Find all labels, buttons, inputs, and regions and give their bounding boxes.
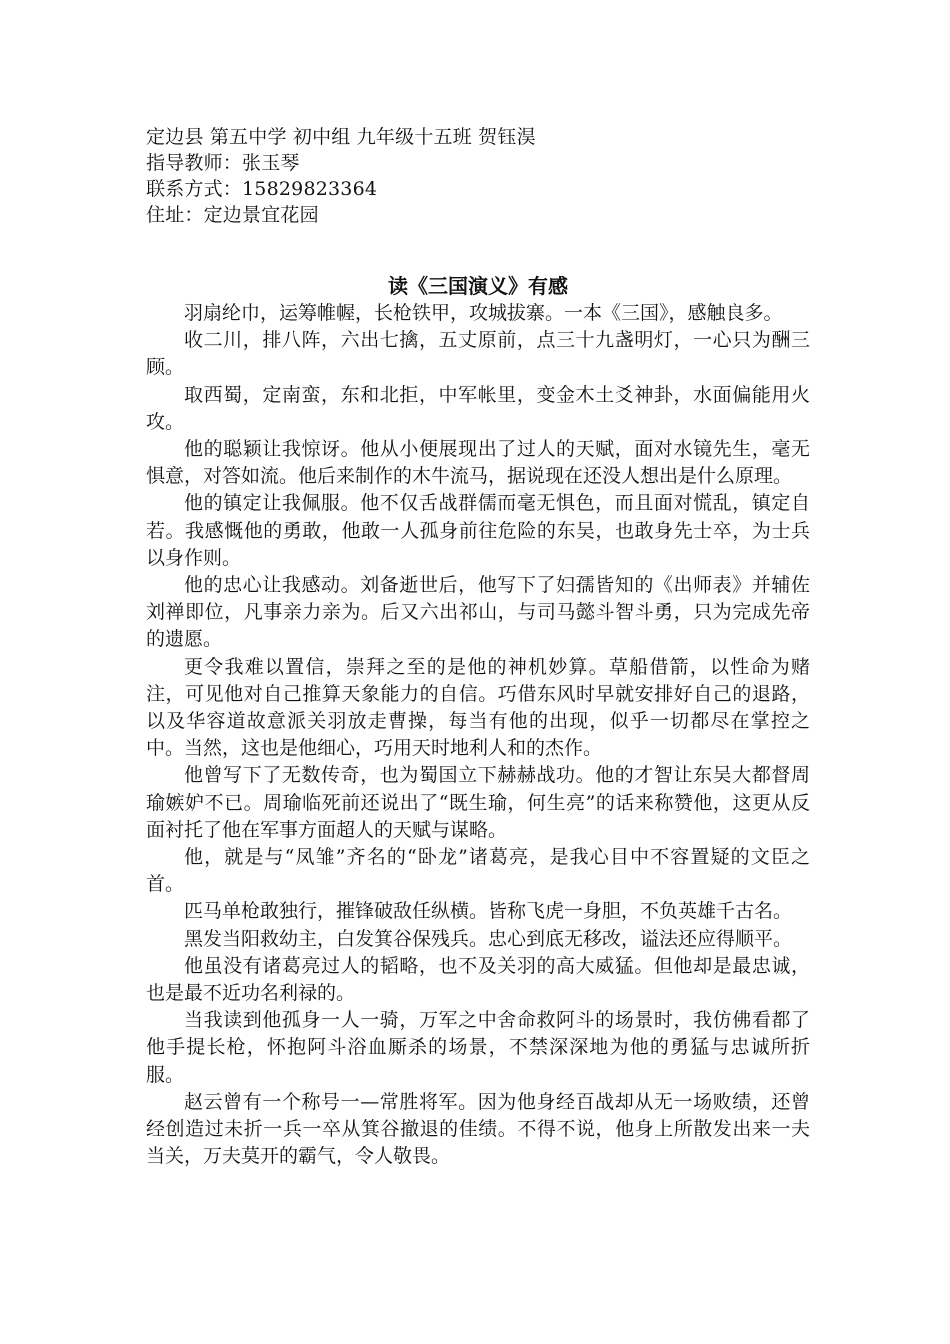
paragraph-9: 他，就是与“凤雏”齐名的“卧龙”诸葛亮，是我心目中不容置疑的文臣之首。 [146,846,810,896]
paragraph-8: 他曾写下了无数传奇，也为蜀国立下赫赫战功。他的才智让东吴大都督周瑜嫉妒不已。周瑜临死前还说出了“既生瑜，何生亮”的话来称赞他，这更从反面衬托了他在军事方面超人的天赋与谋略。 [146,764,810,841]
document-page [146,124,810,1171]
paragraph-1: 羽扇纶巾，运筹帷幄，长枪铁甲，攻城拔寨。一本《三国》，感触良多。 [184,302,783,324]
paragraph-11: 黑发当阳救幼主，白发箕谷保残兵。忠心到底无移改，谥法还应得顺平。 [184,927,793,950]
paragraph-7: 更令我难以置信，崇拜之至的是他的神机妙算。草船借箭，以性命为赌注，可见他对自己推算天象能力的自信。巧借东风时早就安排好自己的退路，以及华容道故意派关羽放走曹操，每当有他的出现，似乎一切都尽在掌控之中。当然，这也是他细心，巧用天时地利人和的杰作。 [146,655,810,760]
paragraph-13: 当我读到他孤身一人一骑，万军之中舍命救阿斗的场景时，我仿佛看都了他手提长枪，怀抱阿斗浴血厮杀的场景，不禁深深地为他的勇猛与忠诚所折服。 [146,1009,810,1086]
paragraph-12: 他虽没有诸葛亮过人的韬略，也不及关羽的高大威猛。但他却是最忠诚，也是最不近功名利禄的。 [146,954,810,1005]
contact-line: 联系方式：15829823364 [146,178,378,200]
teacher-line: 指导教师：张玉琴 [146,152,300,174]
paragraph-14: 赵云曾有一个称号一—常胜将军。因为他身经百战却从无一场败绩，还曾经创造过未折一兵一卒从箕谷撤退的佳绩。不得不说，他身上所散发出来一夫当关，万夫莫开的霸气，令人敬畏。 [146,1090,810,1168]
essay-title: 读《三国演义》有感 [388,274,568,298]
author-school-line: 定边县 第五中学 初中组 九年级十五班 贺钰淏 [146,126,536,148]
paragraph-3: 取西蜀，定南蛮，东和北拒，中军帐里，变金木土爻神卦，水面偏能用火攻。 [146,383,810,433]
paragraph-4: 他的聪颖让我惊讶。他从小便展现出了过人的天赋，面对水镜先生，毫无惧意，对答如流。他后来制作的木牛流马，据说现在还没人想出是什么原理。 [146,438,810,488]
address-line: 住址：定边景宜花园 [146,204,319,226]
paragraph-5: 他的镇定让我佩服。他不仅舌战群儒而毫无惧色，而且面对慌乱，镇定自若。我感慨他的勇敢，他敢一人孤身前往危险的东吴，也敢身先士卒，为士兵以身作则。 [146,492,810,569]
paragraph-6: 他的忠心让我感动。刘备逝世后，他写下了妇孺皆知的《出师表》并辅佐刘禅即位，凡事亲力亲为。后又六出祁山，与司马懿斗智斗勇，只为完成先帝的遗愿。 [146,574,810,651]
essay-body [146,300,810,1171]
paragraph-2: 收二川，排八阵，六出七擒，五丈原前，点三十九盏明灯，一心只为酬三顾。 [146,329,810,379]
paragraph-10: 匹马单枪敢独行，摧锋破敌任纵横。皆称飞虎一身胆，不负英雄千古名。 [184,900,793,923]
